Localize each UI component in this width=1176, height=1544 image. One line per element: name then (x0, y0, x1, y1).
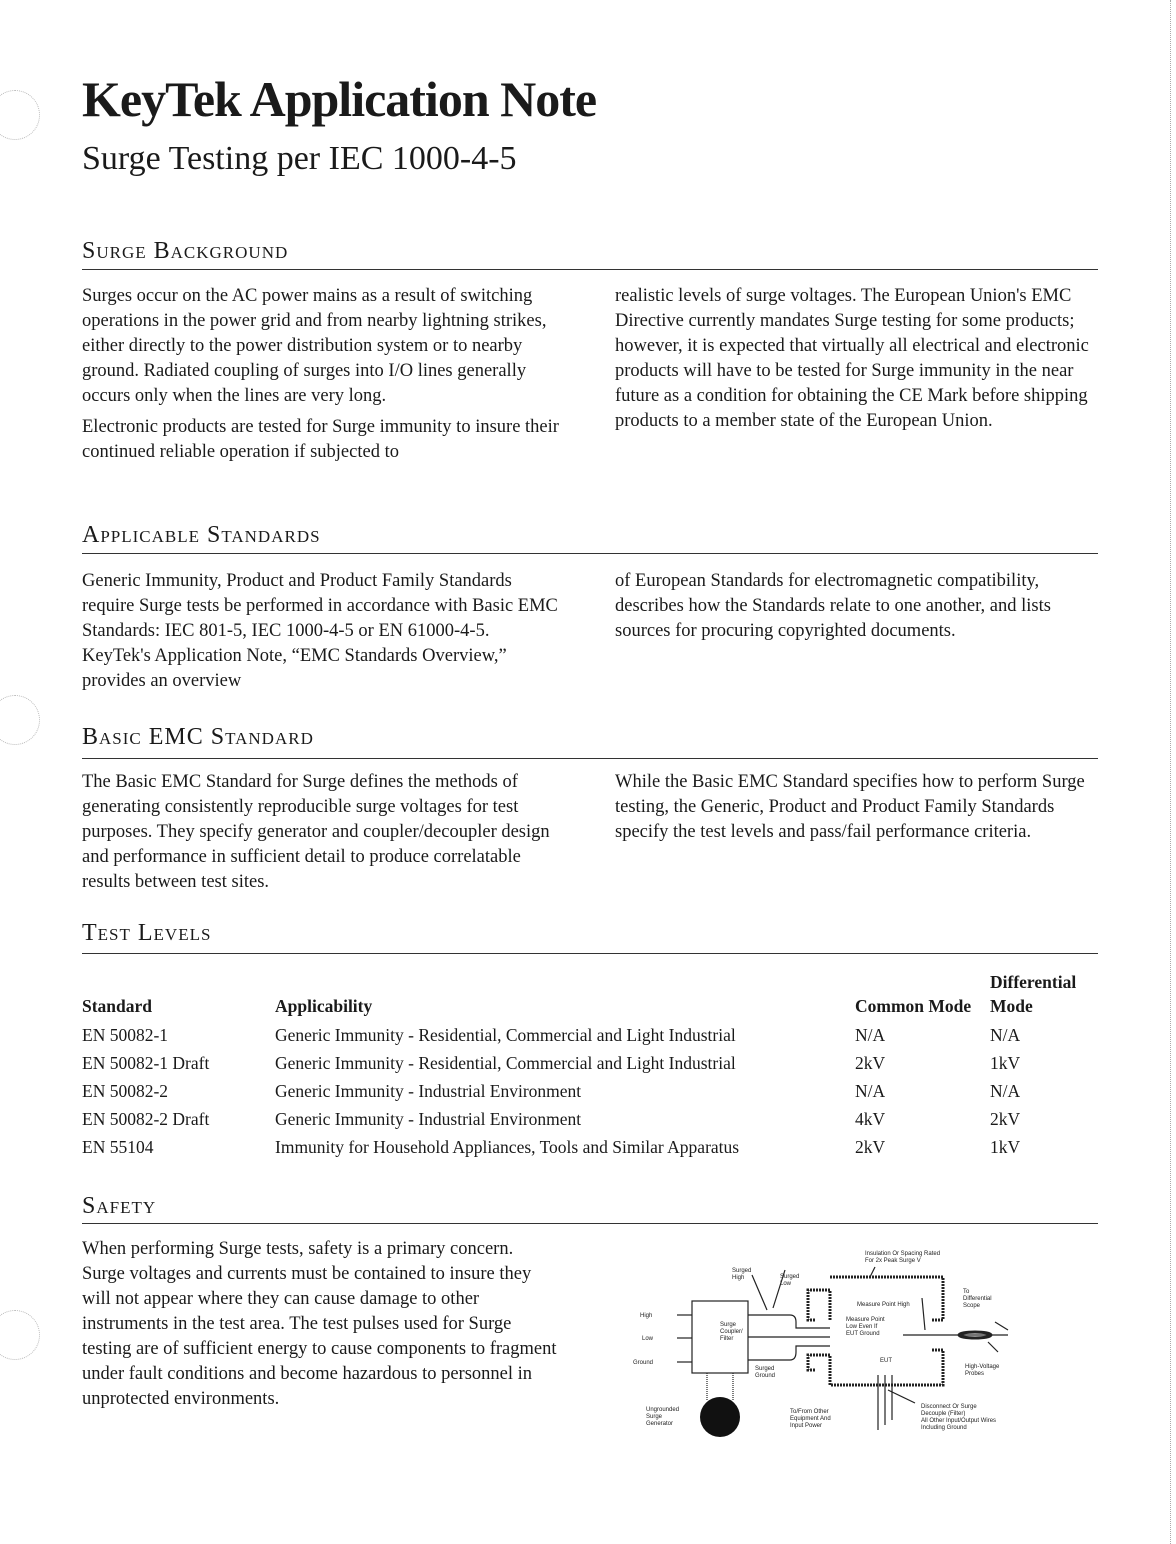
diagram-label-surged-high: Surged (732, 1268, 752, 1274)
section-text (82, 1237, 557, 1418)
column-header: Standard (82, 996, 153, 1016)
diagram-label-insulation: For 2x Peak Surge V (865, 1258, 921, 1264)
generator-icon (700, 1397, 740, 1437)
diagram-label-mp-low: Measure Point (846, 1317, 885, 1323)
section-text (615, 284, 1095, 440)
divider (82, 758, 1098, 759)
diagram-label-high: High (640, 1313, 653, 1319)
table-cell: Generic Immunity - Industrial Environment (275, 1081, 582, 1101)
table-cell: EN 50082-1 Draft (82, 1053, 210, 1073)
paragraph: While the Basic EMC Standard specifies how to perform Surge testing, the Generic, Product and Product Family Standards specify the test levels and pass/fail performance criteria. (615, 772, 1085, 842)
diagram-label-low: Low (642, 1336, 654, 1342)
diagram-label-surged-ground: Ground (755, 1373, 776, 1379)
table-row (82, 1018, 1090, 1046)
column-header: Common Mode (855, 996, 972, 1016)
diagram-label-other: Input Power (790, 1423, 823, 1429)
table-row (82, 1102, 1090, 1130)
table-cell: 2kV (855, 1137, 886, 1157)
column-header: Differential Mode (990, 972, 1077, 1016)
diagram-label-surged-high: High (732, 1275, 745, 1281)
table-cell: 4kV (855, 1109, 886, 1129)
section-text (615, 569, 1095, 650)
paragraph: realistic levels of surge voltages. The European Union's EMC Directive currently mandates Surge testing for some products; however, it is expected that virtually all electrical and electronic products will have to be tested for Surge immunity in the near future as a condition for obtaining the CE Mark before shipping products to a member state of the European Union. (615, 286, 1089, 431)
diagram-label-ground: Ground (633, 1360, 654, 1366)
diagram-label-surged-ground: Surged (755, 1366, 775, 1372)
table-cell: EN 50082-2 (82, 1081, 169, 1101)
diagram-label-mp-low: EUT Ground (846, 1331, 880, 1337)
table-cell: N/A (855, 1081, 886, 1101)
diagram-label-surged-low: Low (780, 1281, 792, 1287)
paragraph: The Basic EMC Standard for Surge defines the methods of generating consistently reproducible surge voltages for test purposes. They specify generator and coupler/decoupler design and performance in sufficient detail to produce correlatable results between test sites. (82, 772, 550, 892)
table-cell: 1kV (990, 1137, 1021, 1157)
eut-enclosure (830, 1277, 943, 1320)
column-header: Applicability (275, 996, 373, 1016)
diagram-label-other: To/From Other (790, 1409, 829, 1415)
diagram-label-generator: Ungrounded (646, 1407, 680, 1413)
section-heading: Test Levels (82, 920, 212, 946)
punch-hole (0, 695, 40, 745)
paragraph: Surges occur on the AC power mains as a result of switching operations in the power grid and from nearby lightning strikes, either directly to the power distribution system or to nearby ground. Radiated coupling of surges into I/O lines generally occurs only when the lines are very long. (82, 286, 547, 406)
diagram-label-scope: Differential (963, 1296, 992, 1302)
diagram-label-coupler: Coupler/ (720, 1329, 743, 1335)
table-header (82, 970, 1090, 1018)
section-heading: Basic EMC Standard (82, 724, 314, 750)
paragraph: of European Standards for electromagnetic compatibility, describes how the Standards relate to one another, and lists sources for procuring copyrighted documents. (615, 571, 1051, 641)
divider (82, 269, 1098, 270)
table-cell: Generic Immunity - Residential, Commercial and Light Industrial (275, 1025, 736, 1045)
diagram-label-insulation: Insulation Or Spacing Rated (865, 1251, 941, 1257)
section-heading: Safety (82, 1193, 157, 1219)
table-cell: N/A (990, 1025, 1021, 1045)
table-cell: Generic Immunity - Industrial Environment (275, 1109, 582, 1129)
punch-hole (0, 1310, 40, 1360)
section-text (82, 284, 562, 471)
diagram-label-decouple: Disconnect Or Surge (921, 1404, 977, 1410)
table-cell: EN 50082-2 Draft (82, 1109, 210, 1129)
diagram-label-decouple: Decouple (Filter) (921, 1411, 966, 1417)
diagram-label-scope: To (963, 1289, 970, 1295)
diagram-label-probes: Probes (965, 1371, 985, 1377)
surge-test-setup-diagram (630, 1240, 1050, 1460)
section-heading: Surge Background (82, 238, 289, 264)
diagram-label-eut: EUT (880, 1358, 892, 1364)
paragraph: Electronic products are tested for Surge immunity to insure their continued reliable operation if subjected to (82, 417, 559, 462)
section-text (615, 770, 1095, 851)
divider (82, 553, 1098, 554)
table-cell: 2kV (855, 1053, 886, 1073)
divider (82, 1223, 1098, 1224)
divider (82, 953, 1098, 954)
diagram-label-decouple: All Other Input/Output Wires (921, 1418, 997, 1424)
diagram-label-decouple: Including Ground (921, 1425, 967, 1431)
page-title: KeyTek Application Note (82, 71, 597, 127)
table-cell: EN 55104 (82, 1137, 154, 1157)
diagram-label-probes: High-Voltage (965, 1364, 1000, 1370)
diagram-label-coupler: Surge (720, 1322, 737, 1328)
table-cell: 2kV (990, 1109, 1021, 1129)
paragraph: Generic Immunity, Product and Product Family Standards require Surge tests be performed in accordance with Basic EMC Standards: IEC 801-5, IEC 1000-4-5 or EN 61000-4-5. KeyTek's Application Note, “EMC Standards Overview,” provides an overview (82, 571, 558, 691)
table-row (82, 1046, 1090, 1074)
table-cell: 1kV (990, 1053, 1021, 1073)
diagram-label-surged-low: Surged (780, 1274, 800, 1280)
diagram-label-coupler: Filter (720, 1336, 734, 1342)
section-text (82, 770, 562, 901)
paragraph: When performing Surge tests, safety is a primary concern. Surge voltages and currents must be contained to insure they will not appear where they can cause damage to other instruments in the test area. The test pulses used for Surge testing are of sufficient energy to cause components to fragment under fault conditions and become hazardous to personnel in unprotected environments. (82, 1239, 557, 1409)
table-cell: N/A (990, 1081, 1021, 1101)
table-row (82, 1074, 1090, 1102)
diagram-label-mp-low: Low Even If (846, 1324, 878, 1330)
diagram-label-generator: Generator (646, 1421, 674, 1427)
page-edge (1170, 0, 1172, 1544)
test-levels-table (82, 970, 1090, 1158)
page-subtitle: Surge Testing per IEC 1000-4-5 (82, 140, 517, 177)
table-cell: N/A (855, 1025, 886, 1045)
diagram-label-mp-high: Measure Point High (857, 1302, 910, 1308)
table-cell: EN 50082-1 (82, 1025, 169, 1045)
diagram-label-other: Equipment And (790, 1416, 831, 1422)
section-text (82, 569, 562, 700)
diagram-label-generator: Surge (646, 1414, 663, 1420)
table-cell: Immunity for Household Appliances, Tools and Similar Apparatus (275, 1137, 740, 1157)
table-row (82, 1130, 1090, 1158)
punch-hole (0, 90, 40, 140)
table-cell: Generic Immunity - Residential, Commercial and Light Industrial (275, 1053, 736, 1073)
section-heading: Applicable Standards (82, 522, 321, 548)
diagram-label-scope: Scope (963, 1303, 981, 1309)
